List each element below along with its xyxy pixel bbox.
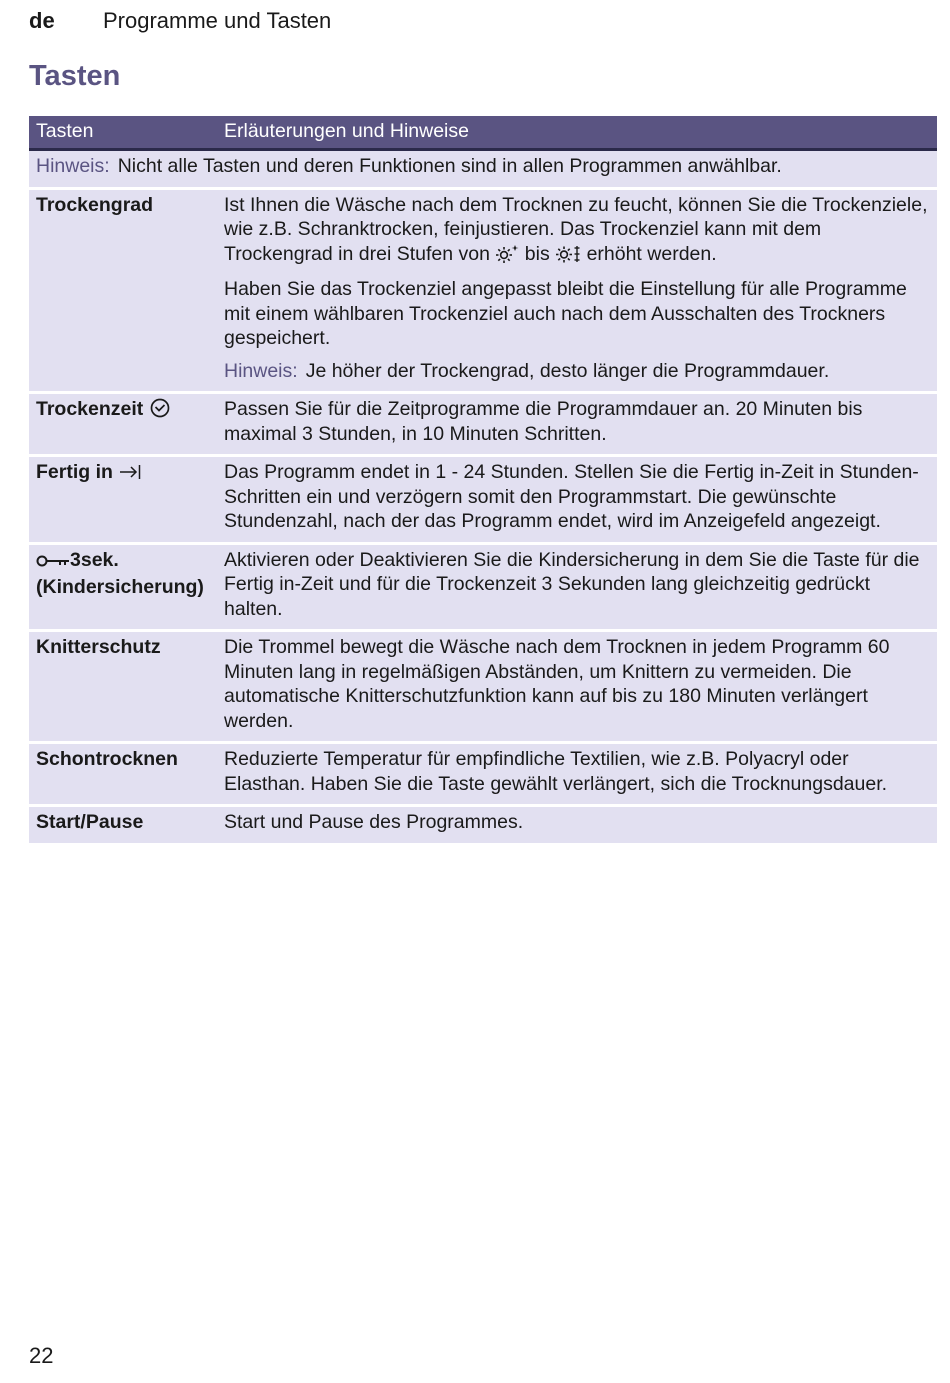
hint-paragraph: [224, 359, 933, 384]
key-description-fertig-in: Das Programm endet in 1 - 24 Stunden. Stellen Sie die Fertig in-Zeit in Stunden-Schritten ein und verzögern somit den Programmstart. Die gewünschte Stundenzahl, nach der das Programm endet, wird im Anzeigefeld angezeigt.: [217, 457, 937, 545]
table-row-trockenzeit: [29, 394, 937, 457]
key-label-line: (Kindersicherung): [36, 576, 204, 598]
hint-label: Hinweis:: [36, 155, 110, 177]
description-text: erhöht werden.: [586, 242, 717, 265]
sun-triple-plus-icon: [555, 245, 581, 270]
table-row-fertig-in: [29, 457, 937, 545]
key-description-knitterschutz: Die Trommel bewegt die Wäsche nach dem Trocknen in jedem Programm 60 Minuten lang in regelmäßigen Abständen, um Knittern zu vermeiden. Die automatische Knitterschutzfunktion kann auf bis zu 180 Minuten verlängert werden.: [217, 632, 937, 744]
key-icon: [36, 551, 70, 576]
key-label: Fertig in: [36, 461, 113, 483]
arrow-to-end-icon: [118, 463, 142, 488]
key-name-knitterschutz: Knitterschutz: [29, 632, 217, 744]
clock-check-icon: [149, 398, 171, 425]
key-name-kindersicherung: [29, 545, 217, 633]
key-description-kindersicherung: Aktivieren oder Deaktivieren Sie die Kindersicherung in dem Sie die Taste für die Fertig in-Zeit und für die Trockenzeit 3 Sekunden lang gleichzeitig gedrückt halten.: [217, 545, 937, 633]
general-hint-cell: [29, 151, 937, 190]
sun-plus-icon: [495, 245, 519, 270]
table-row-start-pause: [29, 807, 937, 846]
running-header: [29, 8, 331, 34]
section-title: Programme und Tasten: [103, 8, 332, 33]
key-description-trockenzeit: Passen Sie für die Zeitprogramme die Programmdauer an. 20 Minuten bis maximal 3 Stunden, in 10 Minuten Schritten.: [217, 394, 937, 457]
key-name-trockengrad: Trockengrad: [29, 190, 217, 395]
key-label-line: [36, 548, 210, 576]
general-hint-row: [29, 151, 937, 190]
page-title: Tasten: [29, 60, 121, 92]
table-row-schontrocknen: [29, 744, 937, 807]
key-description-trockengrad: [217, 190, 937, 395]
key-description-schontrocknen: Reduzierte Temperatur für empfindliche Textilien, wie z.B. Polyacryl oder Elasthan. Haben Sie die Taste gewählt verlängert, sich die Trocknungsdauer.: [217, 744, 937, 807]
description-paragraph: [224, 193, 933, 270]
hint-text: Nicht alle Tasten und deren Funktionen sind in allen Programmen anwählbar.: [117, 155, 782, 177]
table-header-row: [29, 116, 937, 151]
key-name-trockenzeit: [29, 394, 217, 457]
table-row-knitterschutz: [29, 632, 937, 744]
column-header-keys: Tasten: [29, 116, 217, 151]
hint-text: Je höher der Trockengrad, desto länger die Programmdauer.: [305, 359, 830, 382]
description-text: bis: [524, 242, 550, 265]
key-label: 3sek.: [70, 548, 119, 571]
keys-table: [29, 116, 937, 846]
key-name-start-pause: Start/Pause: [29, 807, 217, 846]
description-text: Ist Ihnen die Wäsche nach dem Trocknen zu feucht, können Sie die Trockenziele, wie z.B. Schranktrocken, feinjustieren. Das Trockenziel kann mit dem Trockengrad in drei Stufen von: [224, 193, 928, 265]
column-header-notes: Erläuterungen und Hinweise: [217, 116, 937, 151]
key-label: Trockenzeit: [36, 398, 144, 420]
table-row-kindersicherung: [29, 545, 937, 633]
key-name-schontrocknen: Schontrocknen: [29, 744, 217, 807]
key-name-fertig-in: [29, 457, 217, 545]
table-row-trockengrad: [29, 190, 937, 395]
page-number: 22: [29, 1343, 54, 1368]
language-code: de: [29, 8, 55, 33]
description-paragraph: Haben Sie das Trockenziel angepasst bleibt die Einstellung für alle Programme mit einem wählbaren Trockenziel auch nach dem Ausschalten des Trockners gespeichert.: [224, 278, 907, 349]
key-description-start-pause: Start und Pause des Programmes.: [217, 807, 937, 846]
hint-label: Hinweis:: [224, 359, 298, 382]
